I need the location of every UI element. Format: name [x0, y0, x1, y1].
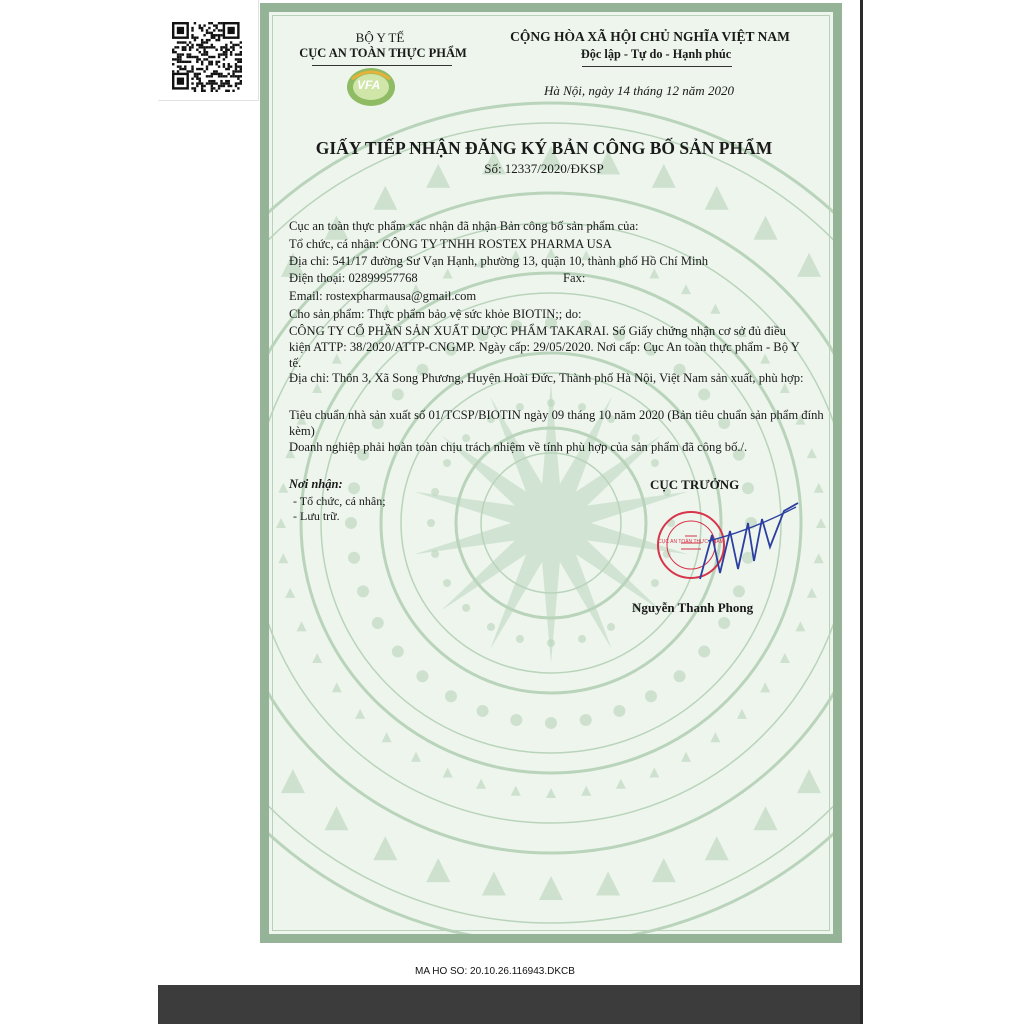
vfa-logo-text: VFA — [357, 78, 381, 92]
signatory-name: Nguyễn Thanh Phong — [632, 600, 754, 615]
ministry-name: BỘ Y TẾ — [355, 30, 405, 45]
header-underline — [312, 65, 452, 66]
address-line: Địa chỉ: 541/17 đường Sư Vạn Hạnh, phường 13, quận 10, thành phố Hồ Chí Minh — [289, 254, 709, 268]
phone-line: Điện thoại: 02899957768 — [289, 271, 418, 285]
product-line: Cho sản phẩm: Thực phẩm bảo vệ sức khỏe BIOTIN;; do: — [289, 307, 582, 321]
certificate-document — [260, 3, 842, 943]
issue-place-date: Hà Nội, ngày 14 tháng 12 năm 2020 — [544, 83, 734, 98]
qr-code-icon — [172, 22, 242, 92]
national-motto: Độc lập - Tự do - Hạnh phúc — [580, 47, 732, 61]
manufacturer-address-paragraph: Địa chỉ: Thôn 3, Xã Song Phương, Huyện Hoài Đức, Thành phố Hà Nội, Việt Nam sản xuất, phù hợp: — [289, 371, 804, 385]
fax-line: Fax: — [563, 271, 586, 285]
agency-name: CỤC AN TOÀN THỰC PHẨM — [299, 46, 467, 60]
qr-code-card — [158, 0, 259, 101]
document-number: Số: 12337/2020/ĐKSP — [484, 161, 604, 176]
page-edge-divider — [860, 0, 863, 1024]
organization-line: Tổ chức, cá nhân: CÔNG TY TNHH ROSTEX PHARMA USA — [289, 237, 612, 251]
standard-paragraph: Tiêu chuẩn nhà sản xuất số 01/TCSP/BIOTIN ngày 09 tháng 10 năm 2020 (Bản tiêu chuẩn sản phẩm đính kèm) — [289, 408, 824, 438]
vfa-logo — [344, 61, 398, 109]
bottom-bar — [158, 985, 860, 1024]
document-title: GIẤY TIẾP NHẬN ĐĂNG KÝ BẢN CÔNG BỐ SẢN PHẨM — [315, 138, 773, 158]
document-file-number: MA HO SO: 20.10.26.116943.DKCB — [415, 966, 575, 977]
recipients-label: Nơi nhận: — [289, 477, 343, 491]
country-name: CỘNG HÒA XÃ HỘI CHỦ NGHĨA VIỆT NAM — [510, 29, 790, 44]
email-line: Email: rostexpharmausa@gmail.com — [289, 289, 477, 303]
intro-line: Cục an toàn thực phẩm xác nhận đã nhận Bản công bố sản phẩm của: — [289, 219, 639, 233]
seal-text: CỤC AN TOÀN THỰC PHẨM — [658, 539, 724, 545]
motto-underline — [582, 66, 732, 67]
signatory-title: CỤC TRƯỞNG — [650, 477, 740, 492]
handwritten-signature — [690, 501, 800, 593]
recipient-item: - Tổ chức, cá nhân; — [293, 494, 386, 508]
recipient-item: - Lưu trữ. — [293, 509, 340, 523]
manufacturer-paragraph: CÔNG TY CỔ PHẦN SẢN XUẤT DƯỢC PHẨM TAKARAI. Số Giấy chứng nhận cơ sở đủ điều kiện ATTP: 38/2020/ATTP-CNGMP. Ngày cấp: 29/05/2020. Nơi cấp: Cục An toàn thực phẩm - Bộ Y tế. — [289, 324, 800, 370]
responsibility-line: Doanh nghiệp phải hoàn toàn chịu trách nhiệm về tính phù hợp của sản phẩm đã công bố./. — [289, 440, 748, 454]
